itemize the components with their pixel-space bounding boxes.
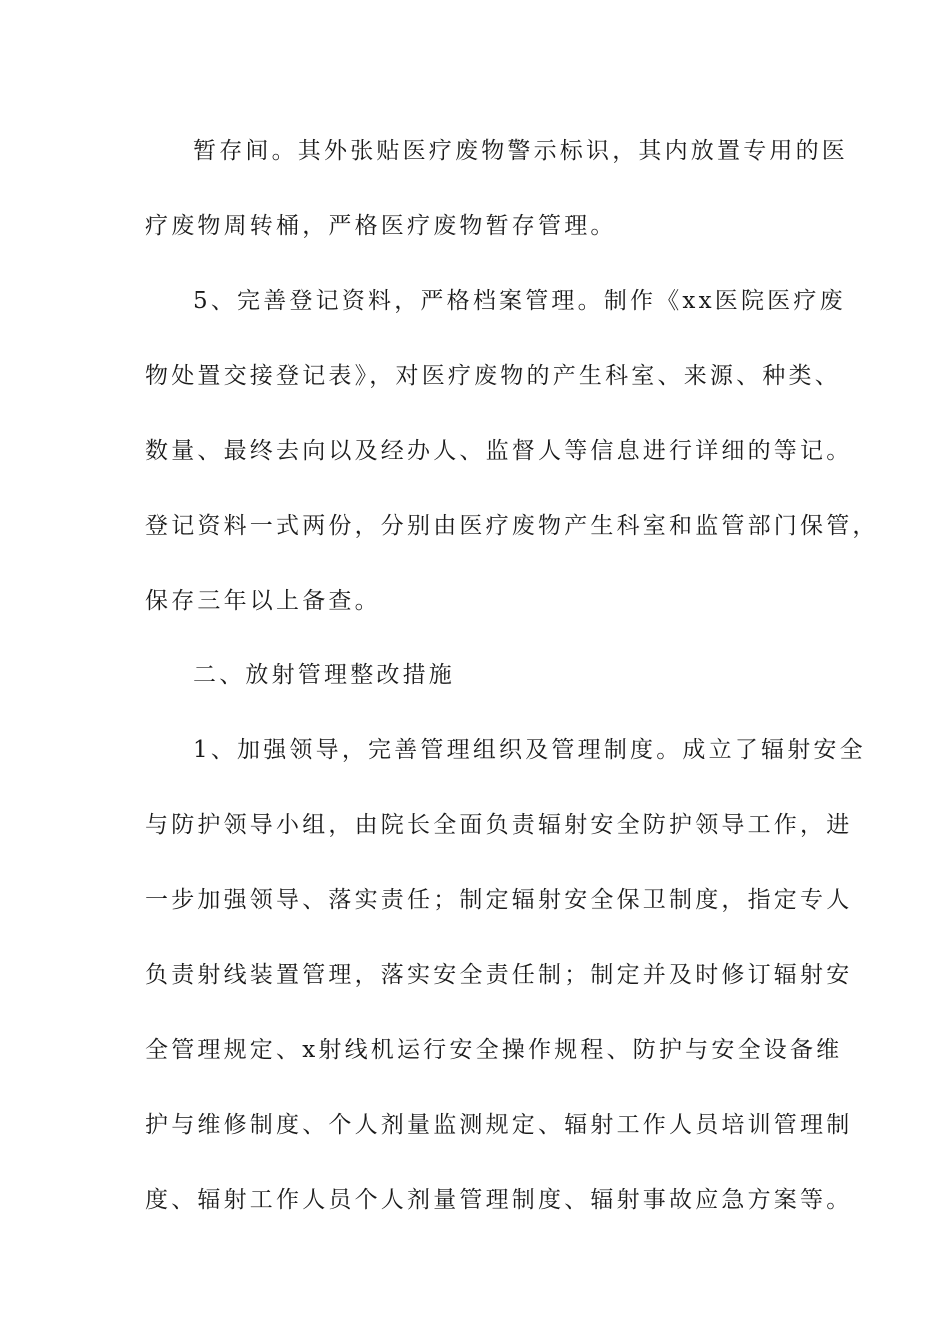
paragraph-line: 5、完善登记资料，严格档案管理。制作《xx医院医疗废 bbox=[193, 288, 846, 314]
paragraph-line: 物处置交接登记表》，对医疗废物的产生科室、来源、种类、 bbox=[145, 363, 841, 389]
paragraph-line: 负责射线装置管理，落实安全责任制；制定并及时修订辐射安 bbox=[145, 962, 853, 988]
paragraph-line: 登记资料一式两份，分别由医疗废物产生科室和监管部门保管， bbox=[145, 513, 879, 539]
paragraph-line: 全管理规定、x射线机运行安全操作规程、防护与安全设备维 bbox=[145, 1037, 843, 1063]
paragraph-line: 1、加强领导，完善管理组织及管理制度。成立了辐射安全 bbox=[193, 737, 866, 763]
paragraph-line: 暂存间。其外张贴医疗废物警示标识，其内放置专用的医 bbox=[193, 138, 848, 164]
paragraph-line: 度、辐射工作人员个人剂量管理制度、辐射事故应急方案等。 bbox=[145, 1187, 853, 1213]
paragraph-line: 护与维修制度、个人剂量监测规定、辐射工作人员培训管理制 bbox=[145, 1112, 853, 1138]
paragraph-line: 与防护领导小组，由院长全面负责辐射安全防护领导工作，进 bbox=[145, 812, 853, 838]
section-heading: 二、放射管理整改措施 bbox=[193, 662, 455, 688]
paragraph-line: 一步加强领导、落实责任；制定辐射安全保卫制度，指定专人 bbox=[145, 887, 853, 913]
paragraph-line: 保存三年以上备查。 bbox=[145, 588, 381, 614]
paragraph-line: 疗废物周转桶，严格医疗废物暂存管理。 bbox=[145, 213, 617, 239]
paragraph-line: 数量、最终去向以及经办人、监督人等信息进行详细的等记。 bbox=[145, 438, 853, 464]
